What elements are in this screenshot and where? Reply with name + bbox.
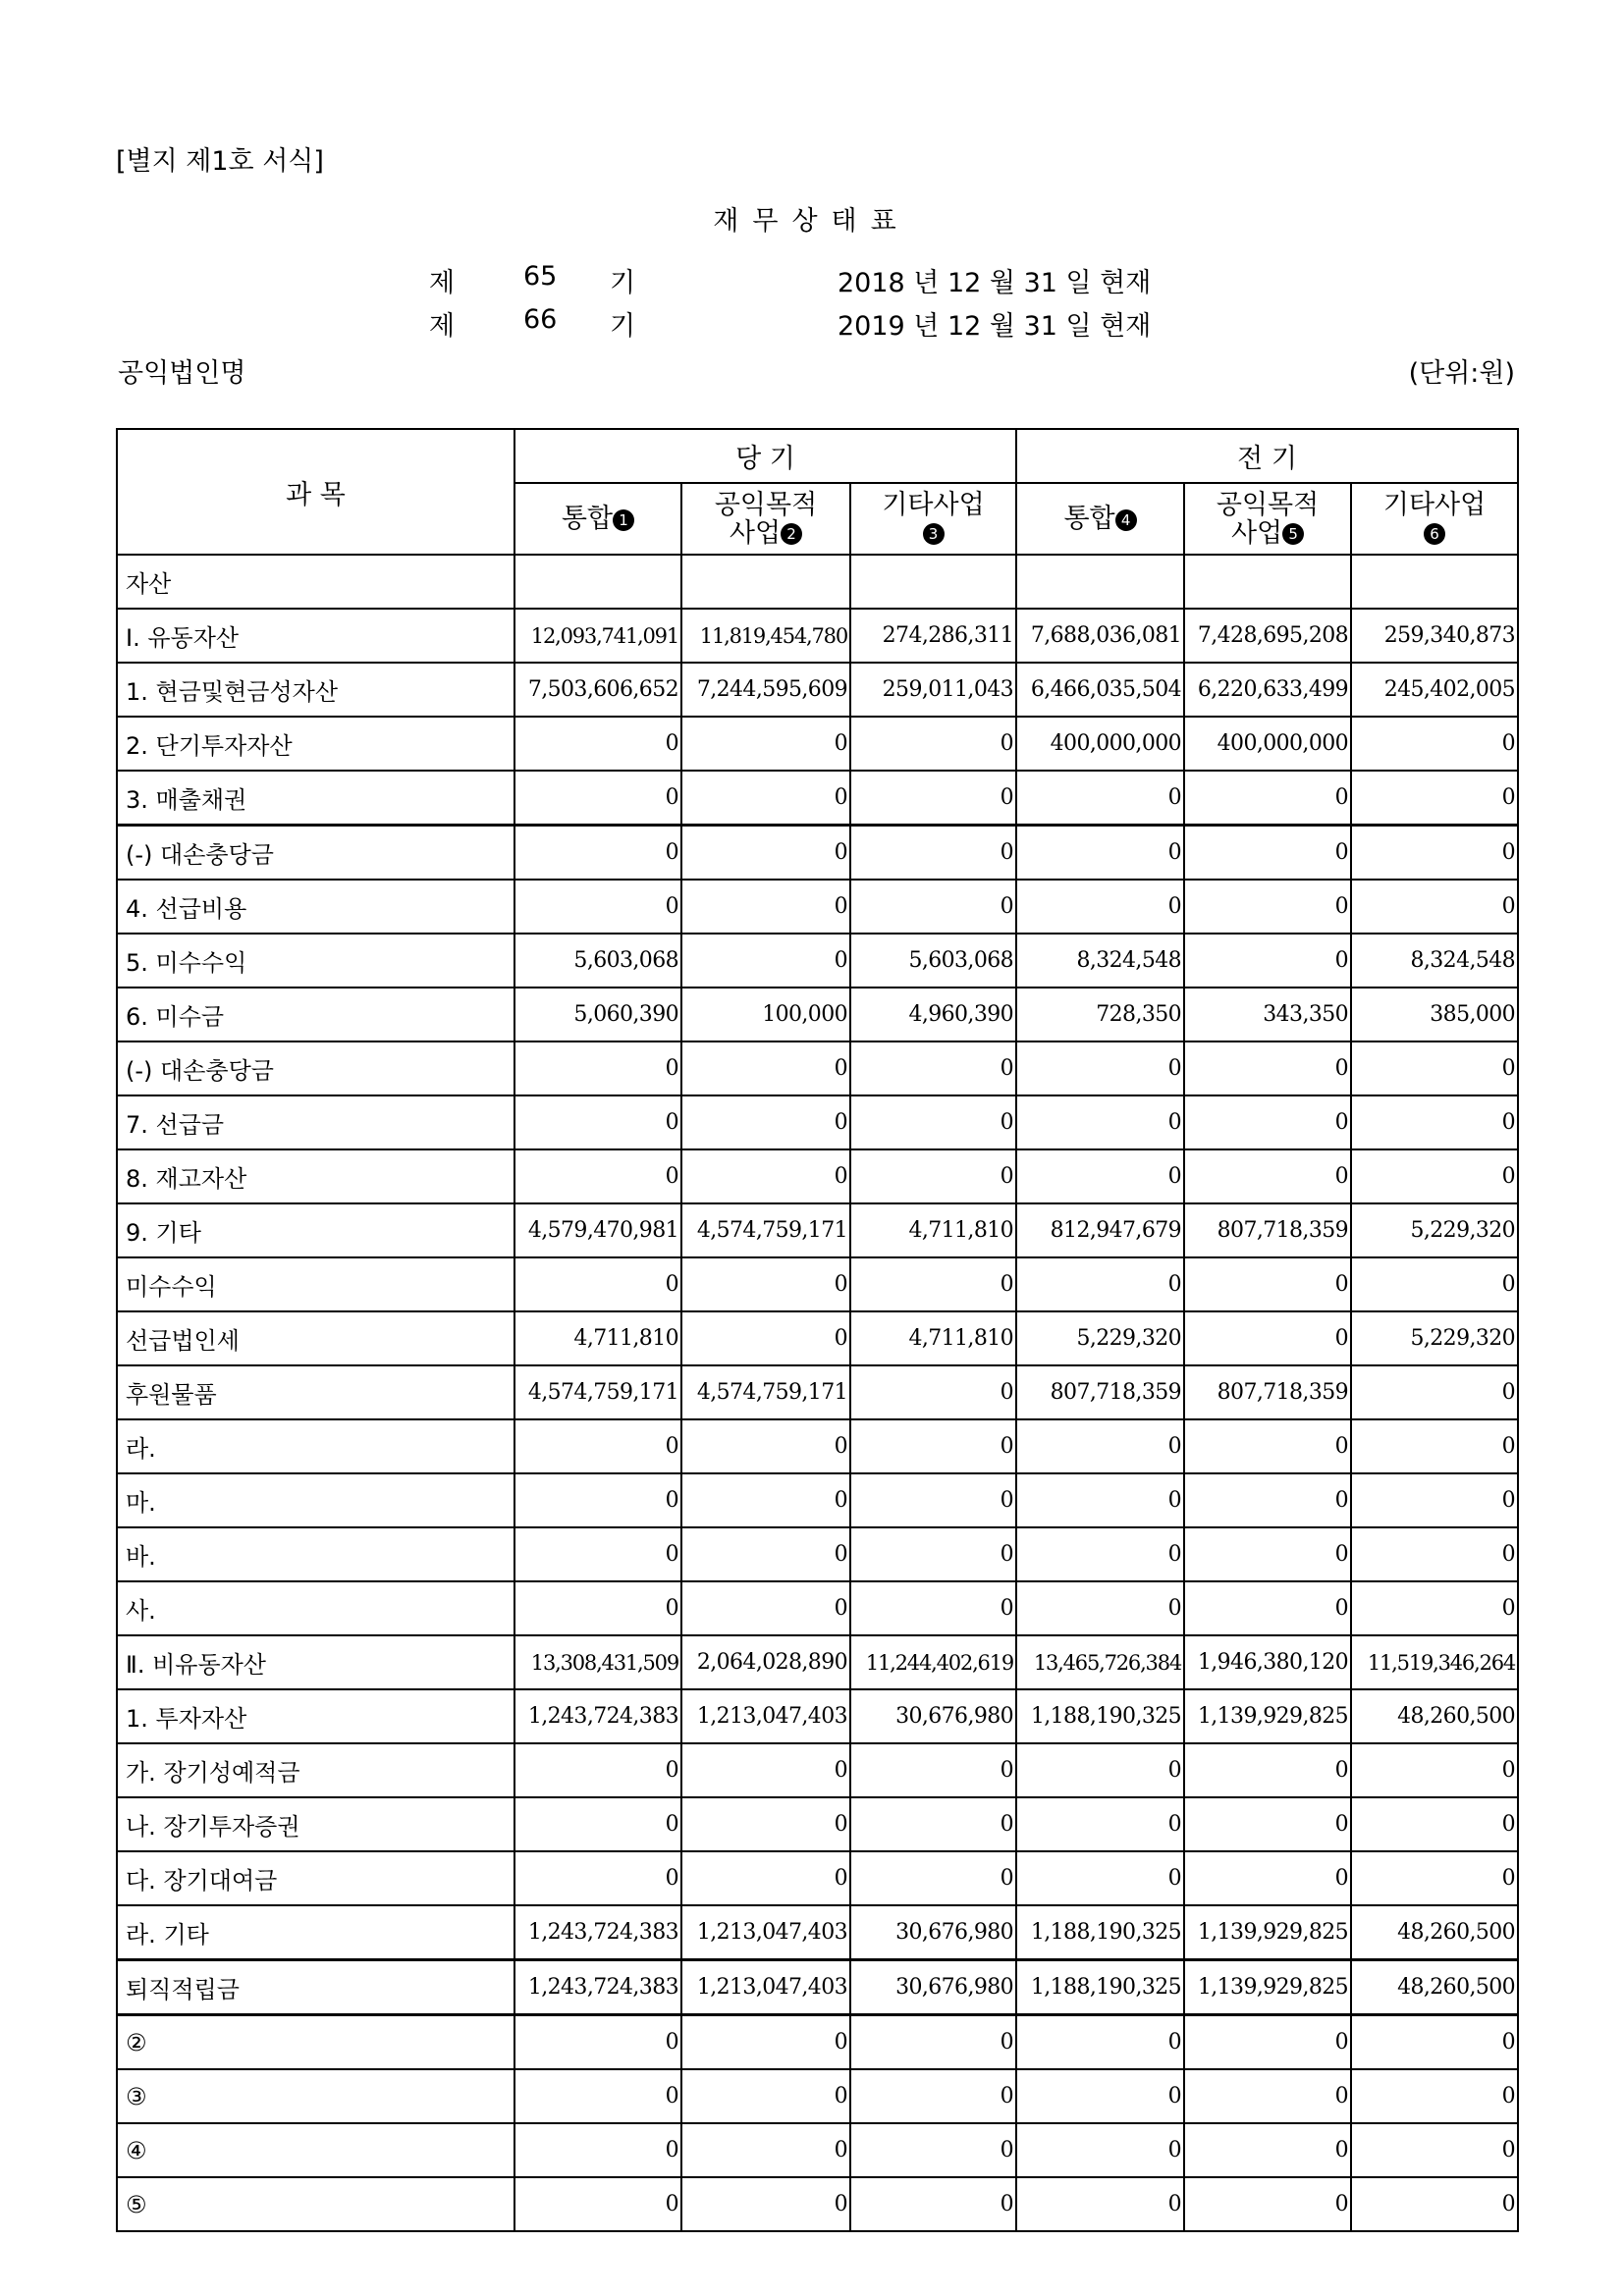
value-cell: 0 <box>850 826 1016 881</box>
value-cell: 5,229,320 <box>1351 1203 1518 1257</box>
value-cell: 0 <box>1184 1473 1351 1527</box>
value-cell: 7,503,606,652 <box>514 663 681 717</box>
value-cell: 0 <box>1016 1419 1184 1473</box>
value-cell: 0 <box>514 2015 681 2070</box>
value-cell: 0 <box>850 1743 1016 1797</box>
table-row <box>117 1095 1518 1149</box>
value-cell: 1,243,724,383 <box>514 1960 681 2015</box>
value-cell: 4,960,390 <box>850 988 1016 1041</box>
value-cell: 259,340,873 <box>1351 609 1518 663</box>
value-cell: 0 <box>1184 880 1351 934</box>
table-row <box>117 771 1518 826</box>
value-cell: 12,093,741,091 <box>514 609 681 663</box>
table-row <box>117 1419 1518 1473</box>
value-cell: 0 <box>850 1851 1016 1905</box>
value-cell: 0 <box>681 1743 850 1797</box>
value-cell: 48,260,500 <box>1351 1689 1518 1743</box>
table-row <box>117 1311 1518 1365</box>
row-label: 3. 매출채권 <box>117 771 514 826</box>
value-cell: 0 <box>514 1095 681 1149</box>
value-cell: 0 <box>850 1581 1016 1635</box>
value-cell: 0 <box>1016 1149 1184 1203</box>
value-cell: 2,064,028,890 <box>681 1635 850 1689</box>
value-cell: 0 <box>1016 1095 1184 1149</box>
value-cell: 0 <box>1351 2069 1518 2123</box>
table-row <box>117 826 1518 881</box>
row-label: ④ <box>117 2123 514 2177</box>
value-cell: 1,946,380,120 <box>1184 1635 1351 1689</box>
value-cell: 385,000 <box>1351 988 1518 1041</box>
value-cell: 0 <box>850 1797 1016 1851</box>
value-cell: 0 <box>681 2123 850 2177</box>
value-cell: 0 <box>1016 2069 1184 2123</box>
value-cell: 0 <box>1184 1041 1351 1095</box>
value-cell: 259,011,043 <box>850 663 1016 717</box>
value-cell: 0 <box>681 826 850 881</box>
value-cell: 0 <box>681 1581 850 1635</box>
value-cell: 8,324,548 <box>1351 934 1518 988</box>
value-cell: 0 <box>1351 1095 1518 1149</box>
value-cell <box>681 555 850 609</box>
value-cell <box>850 555 1016 609</box>
value-cell: 7,428,695,208 <box>1184 609 1351 663</box>
row-label: 라. 기타 <box>117 1905 514 1960</box>
value-cell: 0 <box>1351 1743 1518 1797</box>
value-cell: 0 <box>1184 2015 1351 2070</box>
value-cell: 400,000,000 <box>1016 717 1184 771</box>
value-cell: 11,519,346,264 <box>1351 1635 1518 1689</box>
row-label: 자산 <box>117 555 514 609</box>
header-previous-period: 전 기 <box>1016 429 1518 483</box>
value-cell: 0 <box>514 1581 681 1635</box>
value-cell: 0 <box>1184 1851 1351 1905</box>
value-cell: 0 <box>1184 2177 1351 2231</box>
table-row <box>117 2069 1518 2123</box>
value-cell: 5,603,068 <box>850 934 1016 988</box>
table-row <box>117 1689 1518 1743</box>
value-cell: 0 <box>850 1419 1016 1473</box>
row-label: 미수수익 <box>117 1257 514 1311</box>
row-label: 1. 투자자산 <box>117 1689 514 1743</box>
value-cell: 48,260,500 <box>1351 1960 1518 2015</box>
value-cell: 0 <box>1016 2177 1184 2231</box>
period-date: 2018 년 12 월 31 일 현재 <box>838 268 1152 298</box>
value-cell: 728,350 <box>1016 988 1184 1041</box>
table-row <box>117 2123 1518 2177</box>
value-cell: 0 <box>681 880 850 934</box>
row-label: 다. 장기대여금 <box>117 1851 514 1905</box>
header-current-period: 당 기 <box>514 429 1016 483</box>
value-cell: 0 <box>850 771 1016 826</box>
value-cell: 400,000,000 <box>1184 717 1351 771</box>
value-cell: 6,466,035,504 <box>1016 663 1184 717</box>
value-cell: 1,213,047,403 <box>681 1905 850 1960</box>
value-cell: 0 <box>1351 1797 1518 1851</box>
value-cell: 0 <box>1184 771 1351 826</box>
circled-number-icon: 5 <box>1282 523 1304 545</box>
value-cell: 0 <box>1351 880 1518 934</box>
value-cell: 0 <box>850 717 1016 771</box>
table-row <box>117 1473 1518 1527</box>
value-cell: 0 <box>1351 1149 1518 1203</box>
value-cell: 1,188,190,325 <box>1016 1689 1184 1743</box>
subheader-text: 기타사업 <box>882 489 985 520</box>
value-cell: 0 <box>681 1149 850 1203</box>
table-row <box>117 1203 1518 1257</box>
row-label: 나. 장기투자증권 <box>117 1797 514 1851</box>
value-cell <box>514 555 681 609</box>
table-row <box>117 609 1518 663</box>
table-row <box>117 1257 1518 1311</box>
row-label: ② <box>117 2015 514 2070</box>
value-cell: 0 <box>681 1419 850 1473</box>
row-label: 사. <box>117 1581 514 1635</box>
value-cell: 0 <box>1351 717 1518 771</box>
value-cell: 0 <box>514 1419 681 1473</box>
value-cell: 0 <box>514 1851 681 1905</box>
subheader-text: 공익목적 <box>714 489 818 520</box>
value-cell: 0 <box>681 2069 850 2123</box>
table-row <box>117 1635 1518 1689</box>
value-cell: 0 <box>1016 826 1184 881</box>
value-cell: 0 <box>1016 1743 1184 1797</box>
row-label: (-) 대손충당금 <box>117 826 514 881</box>
value-cell: 30,676,980 <box>850 1689 1016 1743</box>
value-cell: 0 <box>1184 934 1351 988</box>
value-cell: 0 <box>681 2015 850 2070</box>
row-label: 4. 선급비용 <box>117 880 514 934</box>
value-cell: 0 <box>1016 2015 1184 2070</box>
value-cell: 0 <box>1016 1257 1184 1311</box>
value-cell: 4,711,810 <box>850 1311 1016 1365</box>
period-number: 65 <box>523 261 558 292</box>
value-cell: 8,324,548 <box>1016 934 1184 988</box>
value-cell: 5,603,068 <box>514 934 681 988</box>
value-cell: 0 <box>850 880 1016 934</box>
subheader-text-line2: 사업 <box>729 517 782 549</box>
value-cell: 0 <box>514 826 681 881</box>
subheader-3 <box>850 483 1016 555</box>
table-row <box>117 988 1518 1041</box>
value-cell: 0 <box>1184 826 1351 881</box>
value-cell: 0 <box>850 1473 1016 1527</box>
value-cell: 0 <box>681 1851 850 1905</box>
table-row <box>117 1743 1518 1797</box>
table-row <box>117 2177 1518 2231</box>
value-cell: 0 <box>850 1095 1016 1149</box>
value-cell: 0 <box>850 1149 1016 1203</box>
value-cell: 0 <box>1351 1851 1518 1905</box>
value-cell: 0 <box>514 1797 681 1851</box>
table-row <box>117 1797 1518 1851</box>
row-label: 8. 재고자산 <box>117 1149 514 1203</box>
subheader-1 <box>514 483 681 555</box>
value-cell: 11,244,402,619 <box>850 1635 1016 1689</box>
value-cell: 4,574,759,171 <box>514 1365 681 1419</box>
value-cell: 0 <box>1184 1311 1351 1365</box>
row-label: 1. 현금및현금성자산 <box>117 663 514 717</box>
value-cell: 0 <box>1184 1743 1351 1797</box>
value-cell: 245,402,005 <box>1351 663 1518 717</box>
value-cell: 0 <box>850 1257 1016 1311</box>
table-row <box>117 1527 1518 1581</box>
table-row <box>117 1905 1518 1960</box>
subheader-text: 기타사업 <box>1382 489 1487 520</box>
value-cell: 1,139,929,825 <box>1184 1960 1351 2015</box>
value-cell: 0 <box>1184 1419 1351 1473</box>
value-cell: 807,718,359 <box>1016 1365 1184 1419</box>
subheader-2 <box>681 483 850 555</box>
value-cell <box>1016 555 1184 609</box>
value-cell: 5,060,390 <box>514 988 681 1041</box>
value-cell: 0 <box>1016 1527 1184 1581</box>
value-cell: 0 <box>850 2015 1016 2070</box>
value-cell: 0 <box>681 1473 850 1527</box>
value-cell: 0 <box>1351 771 1518 826</box>
row-label: (-) 대손충당금 <box>117 1041 514 1095</box>
value-cell: 4,574,759,171 <box>681 1203 850 1257</box>
value-cell: 0 <box>1351 1581 1518 1635</box>
value-cell: 1,188,190,325 <box>1016 1905 1184 1960</box>
value-cell: 0 <box>850 2123 1016 2177</box>
row-label: ⑤ <box>117 2177 514 2231</box>
value-cell: 5,229,320 <box>1351 1311 1518 1365</box>
value-cell: 0 <box>1351 2177 1518 2231</box>
header-subject: 과 목 <box>117 429 514 555</box>
subheader-5 <box>1184 483 1351 555</box>
circled-number-icon: 1 <box>613 509 634 531</box>
value-cell: 0 <box>514 1149 681 1203</box>
value-cell: 0 <box>1016 1473 1184 1527</box>
value-cell: 0 <box>850 2069 1016 2123</box>
circled-number-icon: 2 <box>781 523 802 545</box>
value-cell: 0 <box>1184 1797 1351 1851</box>
value-cell: 0 <box>1184 1581 1351 1635</box>
circled-number-icon: 6 <box>1424 523 1445 545</box>
value-cell: 5,229,320 <box>1016 1311 1184 1365</box>
value-cell: 0 <box>514 2123 681 2177</box>
value-cell: 1,188,190,325 <box>1016 1960 1184 2015</box>
value-cell: 0 <box>850 1041 1016 1095</box>
value-cell: 13,465,726,384 <box>1016 1635 1184 1689</box>
value-cell: 0 <box>850 1527 1016 1581</box>
value-cell: 274,286,311 <box>850 609 1016 663</box>
value-cell: 0 <box>514 2069 681 2123</box>
value-cell: 4,579,470,981 <box>514 1203 681 1257</box>
value-cell <box>1351 555 1518 609</box>
value-cell: 0 <box>1351 826 1518 881</box>
value-cell: 7,688,036,081 <box>1016 609 1184 663</box>
circled-number-icon: 3 <box>923 523 945 545</box>
value-cell: 0 <box>514 1257 681 1311</box>
row-label: 후원물품 <box>117 1365 514 1419</box>
value-cell: 0 <box>681 1797 850 1851</box>
value-cell: 7,244,595,609 <box>681 663 850 717</box>
value-cell: 30,676,980 <box>850 1960 1016 2015</box>
value-cell: 0 <box>1016 1581 1184 1635</box>
value-cell: 0 <box>1351 1419 1518 1473</box>
row-label: 라. <box>117 1419 514 1473</box>
value-cell: 13,308,431,509 <box>514 1635 681 1689</box>
value-cell: 48,260,500 <box>1351 1905 1518 1960</box>
row-label: 바. <box>117 1527 514 1581</box>
value-cell: 0 <box>1351 1473 1518 1527</box>
value-cell: 0 <box>1184 2123 1351 2177</box>
row-label: 6. 미수금 <box>117 988 514 1041</box>
value-cell: 1,243,724,383 <box>514 1689 681 1743</box>
value-cell: 0 <box>1351 1527 1518 1581</box>
value-cell: 0 <box>850 2177 1016 2231</box>
document-title: 재무상태표 <box>713 206 910 237</box>
table-row <box>117 663 1518 717</box>
subheader-text-line2: 사업 <box>1230 517 1283 549</box>
table-row <box>117 1149 1518 1203</box>
form-label: [별지 제1호 서식] <box>116 146 324 177</box>
row-label: ③ <box>117 2069 514 2123</box>
value-cell: 0 <box>1016 1797 1184 1851</box>
table-row <box>117 1041 1518 1095</box>
value-cell: 0 <box>850 1365 1016 1419</box>
value-cell: 0 <box>1351 2123 1518 2177</box>
row-label: Ⅰ. 유동자산 <box>117 609 514 663</box>
subheader-6 <box>1351 483 1518 555</box>
circled-number-icon: 4 <box>1115 509 1137 531</box>
period-je: 제 <box>429 268 456 298</box>
period-number: 66 <box>523 304 558 335</box>
table-row <box>117 880 1518 934</box>
value-cell: 807,718,359 <box>1184 1365 1351 1419</box>
value-cell: 0 <box>514 717 681 771</box>
value-cell: 0 <box>1184 1257 1351 1311</box>
value-cell: 1,243,724,383 <box>514 1905 681 1960</box>
value-cell: 0 <box>514 1041 681 1095</box>
table-row <box>117 1851 1518 1905</box>
value-cell: 0 <box>1351 2015 1518 2070</box>
value-cell: 0 <box>1016 771 1184 826</box>
value-cell: 0 <box>1016 2123 1184 2177</box>
value-cell: 0 <box>514 1743 681 1797</box>
value-cell: 0 <box>1184 2069 1351 2123</box>
value-cell: 0 <box>514 1527 681 1581</box>
value-cell: 0 <box>681 1095 850 1149</box>
value-cell: 0 <box>681 717 850 771</box>
value-cell: 0 <box>1016 1851 1184 1905</box>
row-label: 7. 선급금 <box>117 1095 514 1149</box>
value-cell: 0 <box>681 2177 850 2231</box>
table-row <box>117 2015 1518 2070</box>
value-cell: 4,711,810 <box>850 1203 1016 1257</box>
value-cell: 343,350 <box>1184 988 1351 1041</box>
table-row <box>117 1960 1518 2015</box>
unit-label: (단위:원) <box>1408 358 1515 389</box>
value-cell: 30,676,980 <box>850 1905 1016 1960</box>
value-cell: 807,718,359 <box>1184 1203 1351 1257</box>
table-row <box>117 717 1518 771</box>
value-cell: 0 <box>514 2177 681 2231</box>
value-cell: 0 <box>1351 1365 1518 1419</box>
subheader-text: 공익목적 <box>1216 489 1320 520</box>
table-body <box>117 555 1518 2231</box>
value-cell: 0 <box>1016 1041 1184 1095</box>
row-label: 선급법인세 <box>117 1311 514 1365</box>
value-cell: 0 <box>514 1473 681 1527</box>
value-cell: 0 <box>681 771 850 826</box>
header-row-1 <box>117 429 1518 483</box>
value-cell: 1,139,929,825 <box>1184 1905 1351 1960</box>
org-name-label: 공익법인명 <box>118 358 246 389</box>
value-cell: 0 <box>681 1041 850 1095</box>
value-cell: 0 <box>681 1527 850 1581</box>
table-row <box>117 555 1518 609</box>
row-label: 퇴직적립금 <box>117 1960 514 2015</box>
value-cell: 100,000 <box>681 988 850 1041</box>
row-label: 9. 기타 <box>117 1203 514 1257</box>
value-cell: 0 <box>1016 880 1184 934</box>
value-cell: 0 <box>681 934 850 988</box>
row-label: Ⅱ. 비유동자산 <box>117 1635 514 1689</box>
period-gi: 기 <box>610 268 636 298</box>
subheader-text: 통합 <box>561 504 614 534</box>
value-cell: 4,711,810 <box>514 1311 681 1365</box>
subheader-4 <box>1016 483 1184 555</box>
period-gi: 기 <box>610 311 636 342</box>
row-label: 마. <box>117 1473 514 1527</box>
value-cell: 0 <box>514 771 681 826</box>
value-cell: 1,213,047,403 <box>681 1960 850 2015</box>
subheader-text: 통합 <box>1063 504 1115 534</box>
value-cell: 4,574,759,171 <box>681 1365 850 1419</box>
value-cell: 0 <box>1184 1095 1351 1149</box>
row-label: 2. 단기투자자산 <box>117 717 514 771</box>
value-cell: 812,947,679 <box>1016 1203 1184 1257</box>
value-cell: 0 <box>681 1257 850 1311</box>
value-cell: 1,139,929,825 <box>1184 1689 1351 1743</box>
row-label: 5. 미수수익 <box>117 934 514 988</box>
value-cell: 0 <box>681 1311 850 1365</box>
value-cell <box>1184 555 1351 609</box>
value-cell: 1,213,047,403 <box>681 1689 850 1743</box>
table-row <box>117 934 1518 988</box>
value-cell: 0 <box>1351 1257 1518 1311</box>
balance-sheet-table <box>116 428 1519 2232</box>
period-je: 제 <box>429 311 456 342</box>
period-date: 2019 년 12 월 31 일 현재 <box>838 311 1152 342</box>
row-label: 가. 장기성예적금 <box>117 1743 514 1797</box>
value-cell: 11,819,454,780 <box>681 609 850 663</box>
value-cell: 6,220,633,499 <box>1184 663 1351 717</box>
table-row <box>117 1365 1518 1419</box>
value-cell: 0 <box>1184 1149 1351 1203</box>
value-cell: 0 <box>1351 1041 1518 1095</box>
value-cell: 0 <box>1184 1527 1351 1581</box>
table-row <box>117 1581 1518 1635</box>
value-cell: 0 <box>514 880 681 934</box>
